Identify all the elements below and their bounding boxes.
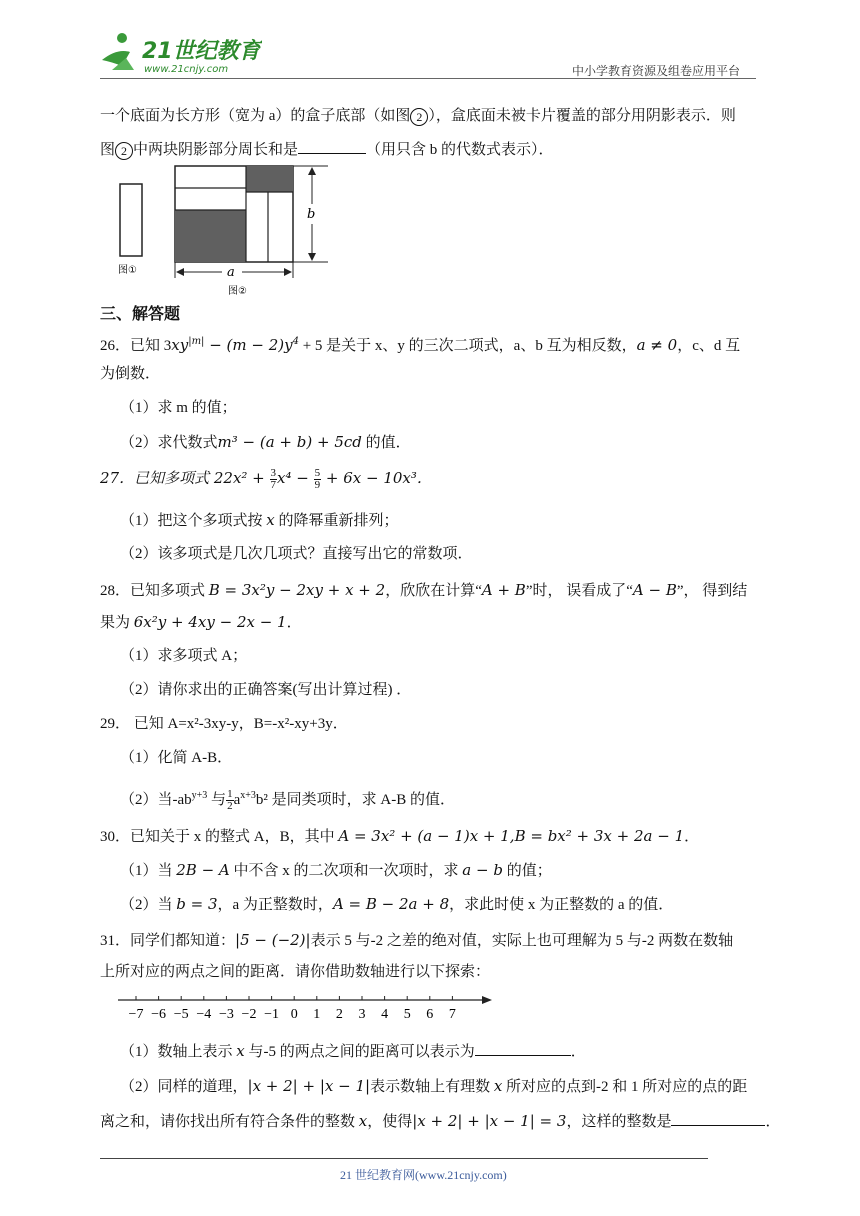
fig1-card bbox=[120, 184, 142, 256]
q29-exponent: x+3 bbox=[240, 790, 256, 801]
q28-math: A + B bbox=[481, 581, 526, 599]
q26-math: − (m − 2)y bbox=[204, 336, 293, 354]
q30-text: （1）当 bbox=[120, 863, 177, 879]
q30-part2 bbox=[120, 894, 673, 915]
q27-math: 27．已知多项式 22x² + bbox=[100, 469, 270, 487]
q28-text: ”时， 误看成了“ bbox=[525, 583, 633, 599]
section-title: 三、解答题 bbox=[100, 304, 181, 323]
q28-part1: （1）求多项式 A； bbox=[120, 648, 248, 664]
footer-text: 21 世纪教育网(www.21cnjy.com) bbox=[340, 1168, 507, 1182]
q27-line1 bbox=[100, 468, 432, 491]
q31-math: |x + 2| + |x − 1| = 3 bbox=[412, 1112, 567, 1130]
q27-fraction: $\frac{3}{7}$ bbox=[270, 467, 277, 492]
q27-fraction: $\frac{5}{9}$ bbox=[314, 467, 321, 492]
q26-part1: （1）求 m 的值； bbox=[120, 400, 237, 416]
circle-number-2: 2 bbox=[115, 142, 133, 160]
q28-math: B = 3x²y − 2xy + x + 2 bbox=[208, 581, 386, 599]
q25-text: ），盒底面未被卡片覆盖的部分用阴影表示．则 bbox=[428, 108, 736, 124]
fig2-shade-bottom bbox=[175, 210, 246, 262]
q29-line1: 29． 已知 A=x²-3xy-y，B=-x²-xy+3y． bbox=[100, 716, 348, 732]
q31-text: 与-5 的两点之间的距离可以表示为 bbox=[244, 1044, 475, 1060]
q28-line2 bbox=[100, 612, 302, 633]
number-line-tick-label: −7 bbox=[128, 1007, 144, 1022]
q29-exponent: y+3 bbox=[191, 790, 208, 801]
q30-text: 的值； bbox=[502, 863, 552, 879]
number-line-tick-label: 6 bbox=[426, 1007, 434, 1022]
q31-line1 bbox=[100, 930, 733, 951]
answer-blank[interactable] bbox=[475, 1040, 571, 1056]
number-line-arrow-icon bbox=[482, 996, 492, 1004]
q29-part1: （1）化简 A-B． bbox=[120, 750, 233, 766]
q26-text: 的值． bbox=[361, 435, 411, 451]
number-line-tick-label: 7 bbox=[448, 1007, 456, 1022]
q31-text: ． bbox=[765, 1114, 781, 1130]
q30-math: A = 3x² + (a − 1)x + 1,B = bx² + 3x + 2a − 1 bbox=[338, 827, 685, 845]
logo-text: 21世纪教育 bbox=[142, 39, 261, 64]
q30-text: （2）当 bbox=[120, 897, 177, 913]
q26-line2: 为倒数． bbox=[100, 366, 161, 382]
q28-math: A − B bbox=[632, 581, 677, 599]
header-platform-text: 中小学教育资源及组卷应用平台 bbox=[572, 64, 741, 78]
number-line-tick-label: 4 bbox=[381, 1007, 389, 1022]
q26-text: ，c、d 互 bbox=[677, 338, 741, 354]
q27-part2: （2）该多项式是几次几项式？直接写出它的常数项． bbox=[120, 546, 473, 562]
header bbox=[0, 0, 860, 80]
number-line-tick-label: −6 bbox=[151, 1007, 167, 1022]
q26-text: （2）求代数式 bbox=[120, 435, 218, 451]
q31-math: x bbox=[493, 1077, 503, 1095]
q27-math: + 6x − 10x³． bbox=[321, 469, 432, 487]
q31-text: ，使得 bbox=[367, 1114, 413, 1130]
q27-part1 bbox=[120, 510, 399, 531]
logo-url: www.21cnjy.com bbox=[144, 64, 229, 75]
q27-text: 的降幂重新排列； bbox=[274, 513, 399, 529]
q29-part2 bbox=[120, 786, 455, 812]
number-line-tick-label: 2 bbox=[335, 1007, 343, 1022]
q26-text: 26．已知 3 bbox=[100, 338, 172, 354]
q30-text: 30．已知关于 x 的整式 A，B，其中 bbox=[100, 829, 339, 845]
q25-text: 中两块阴影部分周长和是 bbox=[133, 142, 299, 158]
q26-line1 bbox=[100, 332, 740, 356]
q31-part2-cont bbox=[100, 1110, 780, 1132]
q27-text: （1）把这个多项式按 bbox=[120, 513, 267, 529]
label-a: a bbox=[227, 265, 235, 280]
number-line-tick-label: −5 bbox=[173, 1007, 189, 1022]
q30-line1 bbox=[100, 826, 699, 847]
q31-line2: 上所对应的两点之间的距离．请你借助数轴进行以下探索： bbox=[100, 964, 491, 980]
q31-text: 表示 5 与-2 之差的绝对值，实际上也可理解为 5 与-2 两数在数轴 bbox=[310, 933, 734, 949]
q31-text: （1）数轴上表示 bbox=[120, 1044, 237, 1060]
q31-text: （2）同样的道理， bbox=[120, 1079, 248, 1095]
q28-text: ，欣欣在计算“ bbox=[385, 583, 482, 599]
number-line-tick-label: −3 bbox=[218, 1007, 234, 1022]
q31-text: 所对应的点到-2 和 1 所对应的点的距 bbox=[502, 1079, 748, 1095]
q29-text: b² 是同类项时，求 A-B 的值． bbox=[255, 792, 455, 808]
q25-text: （用只含 b 的代数式表示）． bbox=[366, 142, 554, 158]
q30-text: 中不含 x 的二次项和一次项时，求 bbox=[229, 863, 463, 879]
fig2-shade-top bbox=[246, 166, 293, 192]
q31-part2 bbox=[120, 1076, 747, 1097]
q25-text: 图 bbox=[100, 142, 116, 158]
q30-math: A = B − 2a + 8 bbox=[332, 895, 450, 913]
number-line-tick-label: 5 bbox=[403, 1007, 411, 1022]
footer-rule bbox=[100, 1158, 708, 1159]
q30-math: 2B − A bbox=[176, 861, 230, 879]
q29-text: （2）当-ab bbox=[120, 792, 192, 808]
number-line-tick-label: 3 bbox=[358, 1007, 366, 1022]
q28-math: 6x²y + 4xy − 2x − 1 bbox=[133, 613, 287, 631]
q31-math: |5 − (−2)| bbox=[235, 931, 311, 949]
header-rule bbox=[100, 78, 756, 79]
number-line-tick-label: 1 bbox=[313, 1007, 321, 1022]
answer-blank[interactable] bbox=[298, 138, 366, 154]
q31-text: 31．同学们都知道： bbox=[100, 933, 236, 949]
q28-text: ”， 得到结 bbox=[676, 583, 748, 599]
q27-math: x bbox=[266, 511, 275, 529]
q25-text: 一个底面为长方形（宽为 a）的盒子底部（如图 bbox=[100, 108, 411, 124]
q31-math: |x + 2| + |x − 1| bbox=[247, 1077, 371, 1095]
circle-number-2: 2 bbox=[410, 108, 428, 126]
q28-text: 果为 bbox=[100, 615, 134, 631]
q26-math: a ≠ 0 bbox=[636, 336, 678, 354]
q28-line1 bbox=[100, 580, 747, 601]
q30-text: ，求此时使 x 为正整数的 a 的值． bbox=[449, 897, 674, 913]
q25-figure bbox=[100, 160, 340, 300]
logo-icon bbox=[92, 30, 262, 80]
answer-blank[interactable] bbox=[671, 1110, 765, 1126]
q26-exponent: |m| bbox=[188, 336, 205, 347]
q29-text: a bbox=[233, 792, 241, 808]
q31-part1 bbox=[120, 1040, 586, 1062]
number-line-tick-label: −1 bbox=[264, 1007, 280, 1022]
q30-text: ． bbox=[684, 829, 700, 845]
q31-text: ． bbox=[570, 1044, 586, 1060]
q27-math: x⁴ − bbox=[277, 469, 314, 487]
q31-math: x bbox=[358, 1112, 368, 1130]
number-line bbox=[100, 990, 500, 1024]
q26-math: m³ − (a + b) + 5cd bbox=[217, 433, 362, 451]
q29-fraction: $\frac{1}{2}$ bbox=[227, 788, 233, 813]
number-line-tick-label: 0 bbox=[290, 1007, 298, 1022]
q26-math: xy bbox=[171, 336, 189, 354]
q26-text: + 5 是关于 x、y 的三次二项式，a、b 互为相反数， bbox=[298, 338, 637, 354]
number-line-tick-label: −2 bbox=[241, 1007, 257, 1022]
q26-exponent: 4 bbox=[292, 336, 299, 347]
q29-text: 与 bbox=[207, 792, 227, 808]
number-line-tick-label: −4 bbox=[196, 1007, 212, 1022]
q30-math: b = 3 bbox=[176, 895, 218, 913]
q30-part1 bbox=[120, 860, 552, 881]
q25-line2 bbox=[100, 138, 554, 160]
fig2-label: 图② bbox=[228, 286, 247, 297]
q26-part2 bbox=[120, 432, 411, 453]
q31-text: 表示数轴上有理数 bbox=[370, 1079, 494, 1095]
q31-math: x bbox=[236, 1042, 245, 1060]
fig1-label: 图① bbox=[118, 265, 137, 276]
q28-part2: （2）请你求出的正确答案(写出计算过程) ． bbox=[120, 682, 412, 698]
q30-text: ，a 为正整数时， bbox=[217, 897, 333, 913]
q28-text: ． bbox=[286, 615, 302, 631]
q30-math: a − b bbox=[462, 861, 503, 879]
q31-text: ，这样的整数是 bbox=[566, 1114, 672, 1130]
q31-text: 离之和，请你找出所有符合条件的整数 bbox=[100, 1114, 359, 1130]
q25-line1 bbox=[100, 106, 736, 126]
label-b: b bbox=[307, 207, 316, 222]
q28-text: 28．已知多项式 bbox=[100, 583, 209, 599]
